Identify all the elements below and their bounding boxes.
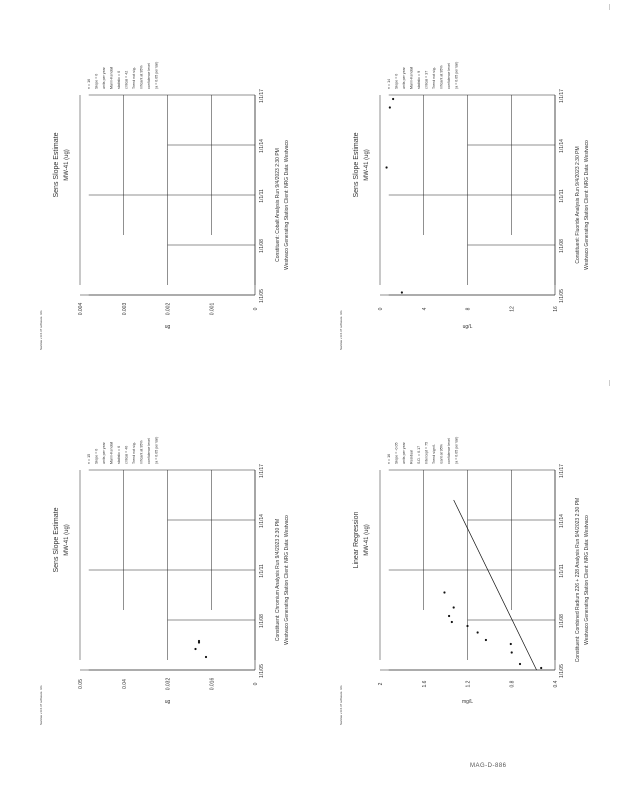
x-tick-label: 1/1/08 bbox=[559, 614, 565, 628]
x-tick-label: 1/1/05 bbox=[259, 664, 265, 678]
legend-entry: Slope = 0 bbox=[94, 448, 99, 464]
data-point bbox=[401, 291, 403, 293]
data-point bbox=[392, 98, 394, 100]
legend-entry: Slope = 0 bbox=[394, 73, 399, 89]
trend-line bbox=[454, 500, 537, 670]
data-point bbox=[451, 621, 453, 623]
y-tick-label: 8 bbox=[465, 307, 472, 311]
chart-caption-line-2: Westvaco Generating Station Client: NRG Data: Westvaco bbox=[584, 140, 590, 270]
x-tick-label: 1/1/11 bbox=[559, 189, 565, 203]
legend-entry: icant at 95% bbox=[439, 444, 444, 464]
chart-subtitle: MW-41 (ug) bbox=[364, 149, 370, 181]
data-point bbox=[385, 166, 387, 168]
y-tick-label: 2 bbox=[378, 682, 384, 686]
y-tick-label: 4 bbox=[421, 307, 428, 311]
legend-entry: n = 14 bbox=[387, 78, 391, 89]
y-tick-label: 0.003 bbox=[121, 302, 128, 316]
y-tick-label: 0.8 bbox=[509, 680, 516, 688]
chart-header-note: Sanitas v.9.6.37 software. UG bbox=[339, 310, 343, 350]
chart-caption-line-1: Constituent: Combined Radium 226 + 228 Analysis Run 9/4/2023 2:30 PM bbox=[575, 497, 581, 663]
x-tick-label: 1/1/05 bbox=[559, 664, 565, 678]
legend-entry: units per year bbox=[402, 442, 406, 464]
legend-entry: statistic = 6 bbox=[117, 445, 121, 464]
y-tick-label: 1.2 bbox=[465, 680, 472, 688]
chart-caption-line-2: Westvaco Generating Station Client: NRG Data: Westvaco bbox=[284, 140, 290, 270]
chart-title: Sens Slope Estimate bbox=[53, 507, 60, 573]
chart-caption-line-2: Westvaco Generating Station Client: NRG Data: Westvaco bbox=[584, 515, 590, 645]
legend-entry: critical = 37 bbox=[424, 70, 429, 89]
legend-entry: n = 16 bbox=[87, 78, 91, 89]
legend-entry: Trend signif- bbox=[432, 444, 436, 464]
chart-title: Sens Slope Estimate bbox=[353, 132, 360, 198]
legend-entry: critical = 42 bbox=[124, 70, 129, 89]
y-axis-label: ug bbox=[164, 699, 171, 705]
legend-entry: units per year bbox=[102, 67, 106, 89]
y-tick-label: 0 bbox=[378, 307, 384, 311]
legend-entry: Mann-Kendall bbox=[409, 66, 414, 89]
x-tick-label: 1/1/14 bbox=[259, 139, 265, 153]
data-point bbox=[205, 656, 207, 658]
y-tick-label: 0.002 bbox=[165, 302, 172, 316]
y-axis-label: mg/L bbox=[461, 699, 474, 705]
legend-entry: (a = 0.05 per tail) bbox=[454, 61, 459, 89]
legend-entry: (a = 0.05 per tail) bbox=[154, 61, 159, 89]
x-tick-label: 1/1/05 bbox=[559, 289, 565, 303]
legend-entry: confidence level bbox=[147, 438, 151, 464]
y-tick-label: 0.4 bbox=[553, 680, 559, 688]
y-tick-label: 0.001 bbox=[209, 302, 216, 316]
x-tick-label: 1/1/11 bbox=[259, 564, 265, 578]
legend-entry: Mann-Kendall bbox=[109, 66, 114, 89]
legend-entry: Slope = -0.05 bbox=[394, 442, 399, 464]
x-tick-label: 1/1/05 bbox=[259, 289, 265, 303]
data-point bbox=[194, 648, 196, 650]
legend-entry: units per year bbox=[102, 442, 106, 464]
x-tick-label: 1/1/17 bbox=[259, 89, 265, 103]
x-tick-label: 1/1/11 bbox=[259, 189, 265, 203]
legend-entry: confidence level bbox=[447, 438, 451, 464]
y-axis-label: ug bbox=[164, 324, 171, 330]
x-tick-label: 1/1/17 bbox=[559, 89, 565, 103]
y-tick-label: 12 bbox=[509, 306, 516, 312]
y-tick-label: 0.032 bbox=[165, 677, 172, 691]
chart-title: Sens Slope Estimate bbox=[53, 132, 60, 198]
chart-title: Linear Regression bbox=[353, 511, 360, 569]
x-tick-label: 1/1/14 bbox=[559, 139, 565, 153]
data-point bbox=[511, 651, 513, 653]
data-point bbox=[477, 631, 479, 633]
x-tick-label: 1/1/08 bbox=[559, 239, 565, 253]
legend-entry: nificant at 95% bbox=[439, 65, 444, 89]
legend-entry: n = 16 bbox=[387, 453, 391, 464]
data-point bbox=[389, 106, 391, 108]
chart-header-note: Sanitas v.9.6.37 software. UG bbox=[39, 310, 43, 350]
legend-entry: confidence level bbox=[447, 63, 451, 89]
chart-subtitle: MW-41 (ug) bbox=[364, 524, 370, 556]
footer-code: MAG-D-886 bbox=[470, 763, 507, 769]
legend-entry: S.D. = 0.17 bbox=[417, 445, 421, 464]
x-tick-label: 1/1/17 bbox=[259, 464, 265, 478]
data-point bbox=[519, 663, 521, 665]
legend-entry: critical = 40 bbox=[124, 445, 129, 464]
legend-entry: units per year bbox=[402, 67, 406, 89]
chart-subtitle: MW-41 (ug) bbox=[64, 524, 70, 556]
chart-subtitle: MW-41 (ug) bbox=[64, 149, 70, 181]
data-point bbox=[540, 667, 542, 669]
data-point bbox=[466, 625, 468, 627]
chart-panel-2 bbox=[310, 5, 610, 385]
chart-caption-line-1: Constituent: Cobalt Analysis Run 9/4/2023 2:30 PM bbox=[275, 148, 281, 262]
chart-header-note: Sanitas v.9.6.37 software. UG bbox=[39, 685, 43, 725]
legend-entry: nificant at 95% bbox=[139, 65, 144, 89]
y-tick-label: 0.016 bbox=[209, 677, 216, 691]
legend-entry: Trend not sig- bbox=[132, 441, 136, 464]
chart-caption-line-2: Westvaco Generating Station Client: NRG Data: Westvaco bbox=[284, 515, 290, 645]
legend-entry: Residual bbox=[409, 450, 414, 464]
chart-header-note: Sanitas v.9.6.37 software. UG bbox=[339, 685, 343, 725]
x-tick-label: 1/1/08 bbox=[259, 239, 265, 253]
x-tick-label: 1/1/08 bbox=[259, 614, 265, 628]
y-tick-label: 16 bbox=[553, 306, 559, 312]
legend-entry: Mann-Kendall bbox=[109, 441, 114, 464]
chart-caption-line-1: Constituent: Fluoride Analysis Run 9/4/2023 2:30 PM bbox=[575, 146, 581, 264]
data-point bbox=[485, 639, 487, 641]
data-point bbox=[453, 606, 455, 608]
chart-panel-4 bbox=[310, 380, 610, 760]
y-tick-label: 0.004 bbox=[78, 302, 84, 316]
data-point bbox=[443, 591, 445, 593]
chart-caption-line-1: Constituent: Chromium Analysis Run 9/4/2023 2:30 PM bbox=[275, 518, 281, 642]
y-tick-label: 1.6 bbox=[421, 680, 428, 688]
x-tick-label: 1/1/11 bbox=[559, 564, 565, 578]
x-tick-label: 1/1/14 bbox=[259, 514, 265, 528]
legend-entry: n = 15 bbox=[87, 453, 91, 464]
legend-entry: Trend not sig- bbox=[432, 66, 436, 89]
y-tick-label: 0.04 bbox=[121, 679, 128, 689]
legend-entry: nificant at 95% bbox=[139, 440, 144, 464]
legend-entry: statistic = 9 bbox=[417, 70, 421, 89]
legend-entry: (a = 0.05 per tail) bbox=[154, 436, 159, 464]
legend-entry: statistic = 0 bbox=[117, 70, 121, 89]
y-axis-label: ug/L bbox=[462, 324, 473, 330]
legend-entry: confidence level bbox=[147, 63, 151, 89]
legend-entry: Slope = 0 bbox=[94, 73, 99, 89]
data-point bbox=[198, 640, 200, 642]
chart-panel-3 bbox=[10, 380, 310, 760]
y-tick-label: 0.05 bbox=[78, 679, 84, 689]
data-point bbox=[510, 643, 512, 645]
legend-entry: Trend not sig- bbox=[132, 66, 136, 89]
chart-panel-1 bbox=[10, 5, 310, 385]
data-point bbox=[448, 615, 450, 617]
legend-entry: Intercept = 75 bbox=[424, 441, 429, 464]
y-tick-label: 0 bbox=[253, 682, 259, 686]
x-tick-label: 1/1/17 bbox=[559, 464, 565, 478]
legend-entry: (a = 0.05 per tail) bbox=[454, 436, 459, 464]
y-tick-label: 0 bbox=[253, 307, 259, 311]
x-tick-label: 1/1/14 bbox=[559, 514, 565, 528]
